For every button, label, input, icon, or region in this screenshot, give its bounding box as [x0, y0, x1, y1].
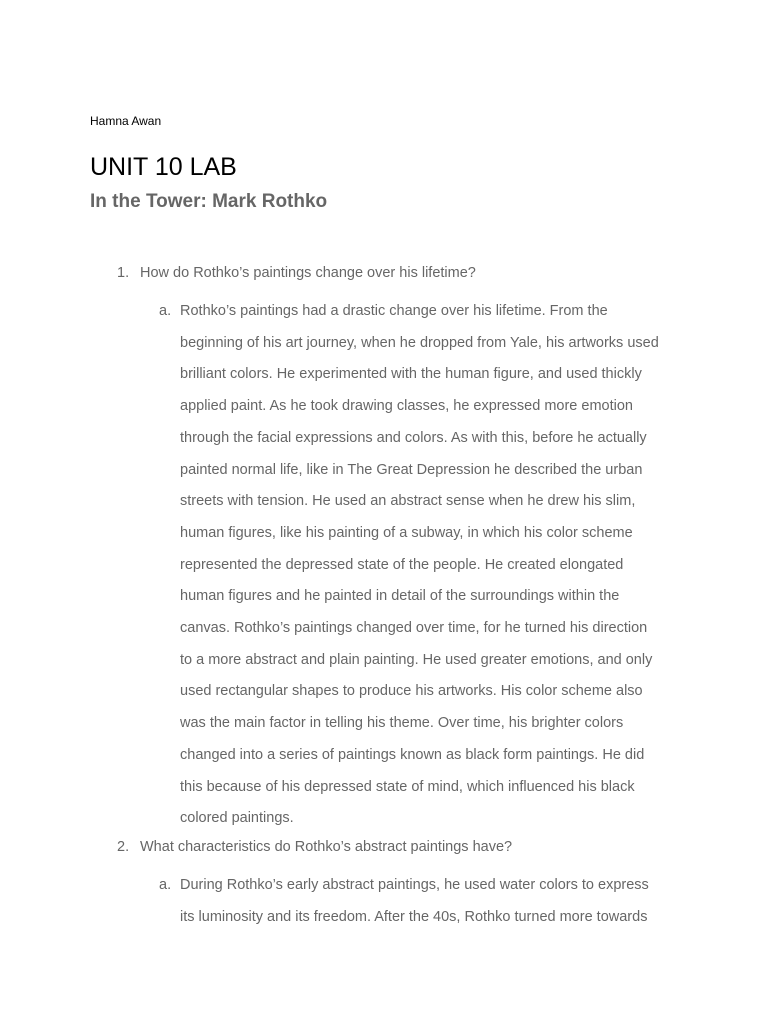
answer-list — [140, 870, 690, 933]
answer-letter: a. — [159, 876, 172, 893]
question-item — [90, 262, 690, 835]
answer-line: human figures, like his painting of a subway, in which his color scheme — [180, 524, 633, 541]
answer-line: applied paint. As he took drawing classes, he expressed more emotion — [180, 398, 633, 415]
question-text: How do Rothko’s paintings change over his lifetime? — [140, 265, 476, 281]
answer-line: its luminosity and its freedom. After the 40s, Rothko turned more towards — [180, 908, 648, 925]
answer-line: this because of his depressed state of mind, which influenced his black — [180, 778, 635, 795]
answer-line: beginning of his art journey, when he dropped from Yale, his artworks used — [180, 334, 659, 351]
question-number: 1. — [117, 265, 130, 281]
answer-list — [140, 296, 690, 835]
author-name: Hamna Awan — [90, 114, 162, 128]
question-item — [90, 836, 690, 933]
answer-line: colored paintings. — [180, 810, 294, 827]
answer-line: used rectangular shapes to produce his artworks. His color scheme also — [180, 683, 643, 700]
answer-line: human figures and he painted in detail of the surroundings within the — [180, 588, 620, 605]
question-text: What characteristics do Rothko’s abstract paintings have? — [140, 838, 513, 855]
answer-line: to a more abstract and plain painting. He used greater emotions, and only — [180, 651, 653, 668]
answer-line: Rothko’s paintings had a drastic change over his lifetime. From the — [180, 303, 608, 319]
document-title: UNIT 10 LAB — [90, 153, 237, 181]
answer-line: brilliant colors. He experimented with the human figure, and used thickly — [180, 366, 642, 383]
answer-letter: a. — [159, 303, 172, 319]
answer-line: changed into a series of paintings known as black form paintings. He did — [180, 746, 645, 763]
answer-line: During Rothko’s early abstract paintings, he used water colors to express — [180, 876, 649, 893]
answer-line: painted normal life, like in The Great Depression he described the urban — [180, 461, 643, 478]
answer-line: streets with tension. He used an abstract sense when he drew his slim, — [180, 493, 636, 510]
answer-line: was the main factor in telling his theme. Over time, his brighter colors — [180, 715, 624, 732]
answer-item — [140, 296, 690, 835]
document-subtitle: In the Tower: Mark Rothko — [90, 191, 328, 212]
question-list — [90, 262, 690, 933]
answer-line: through the facial expressions and colors. As with this, before he actually — [180, 429, 647, 446]
question-number: 2. — [117, 838, 130, 855]
answer-item — [140, 870, 690, 933]
answer-text — [180, 870, 680, 933]
answer-line: represented the depressed state of the people. He created elongated — [180, 556, 624, 573]
answer-text — [180, 296, 680, 835]
answer-line: canvas. Rothko’s paintings changed over time, for he turned his direction — [180, 620, 648, 637]
